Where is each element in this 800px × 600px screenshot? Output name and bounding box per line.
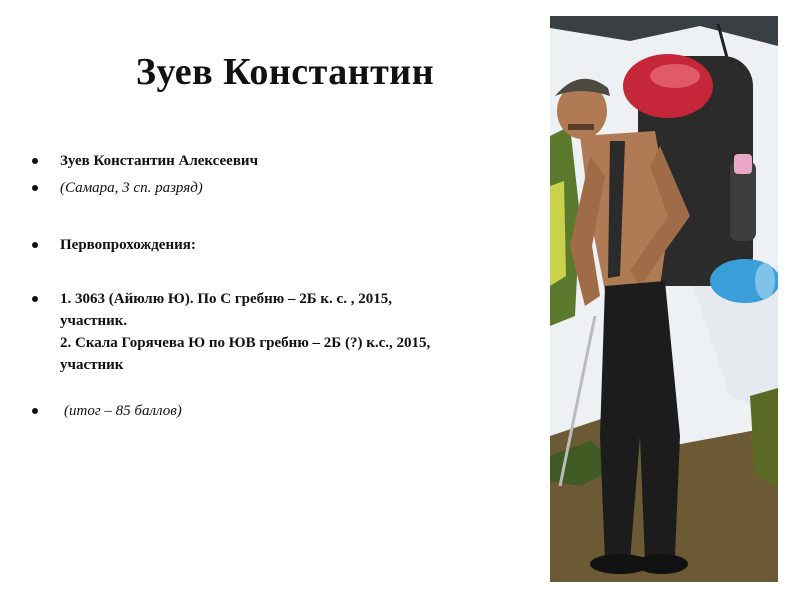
ascent-line: 2. Скала Горячева Ю по ЮВ гребню – 2Б (?) к.с., 2015, (60, 335, 431, 351)
bullet-dot (32, 408, 38, 414)
bullet-dot (32, 158, 38, 164)
bullet-first-ascents (30, 234, 196, 256)
bullet-name (30, 150, 258, 172)
first-ascents-heading: Первопрохождения: (60, 237, 196, 253)
ascent-line: участник (60, 357, 124, 373)
bullet-ascent-list (30, 288, 530, 376)
climber-full-name: Зуев Константин Алексеевич (60, 153, 259, 169)
bullet-dot (32, 185, 38, 191)
bullet-city-rank (30, 177, 203, 199)
slide-title: Зуев Константин (135, 51, 435, 93)
ascent-line: участник. (60, 313, 128, 329)
bullet-dot (32, 296, 38, 302)
total-score-text: (итог – 85 баллов) (64, 403, 182, 419)
bullet-dot (32, 242, 38, 248)
bullet-total (30, 400, 182, 422)
ascent-line: 1. 3063 (Айюлю Ю). По С гребню – 2Б к. с. , 2015, (60, 291, 392, 307)
city-rank-text: (Самара, 3 сп. разряд) (60, 180, 203, 196)
climber-photo (550, 16, 778, 582)
climber-illustration (550, 16, 778, 582)
